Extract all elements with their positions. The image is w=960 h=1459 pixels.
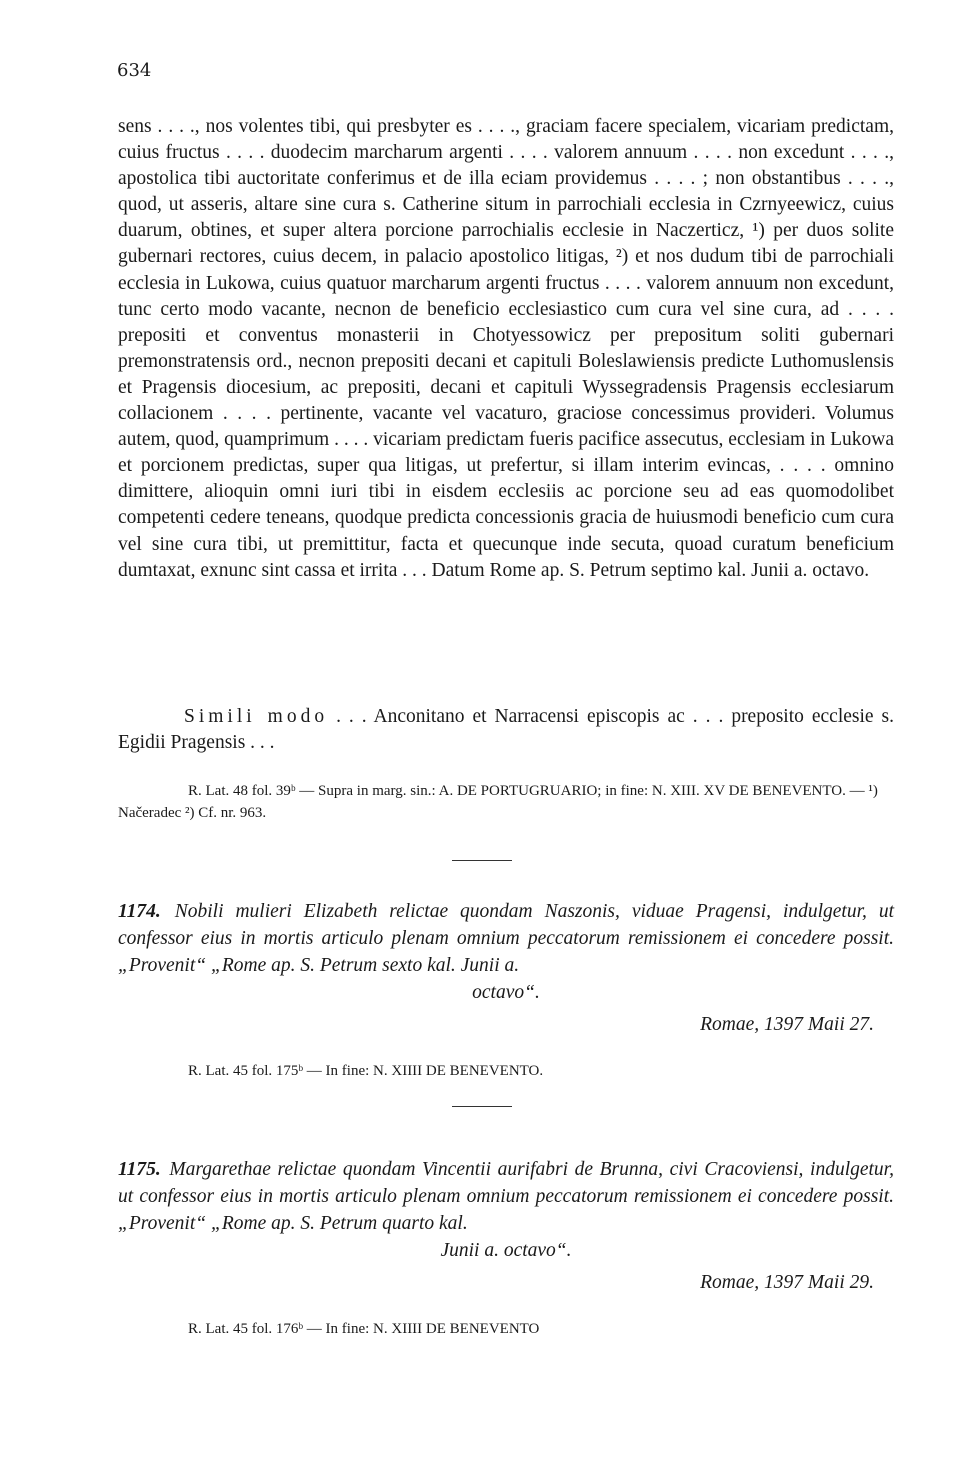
entry-date: Romae, 1397 Maii 29. [700,1272,874,1293]
similiter-paragraph [118,704,894,756]
similiter-heading: Simili modo [184,706,329,727]
page-number: 634 [117,60,152,81]
entry-summary: Nobili mulieri Elizabeth relictae quondam Naszonis, viduae Pragensi, indulgetur, ut confessor eius in mortis articulo plenam omnium peccatorum remissionem ei concedere possit. „Provenit“ „Rome ap. S. Petrum sexto kal. Junii a. [118,901,895,976]
entry-number: 1175. [118,1159,161,1180]
entry-number: 1174. [118,901,161,922]
section-divider [452,860,512,861]
section-divider [452,1106,512,1107]
entry-date: Romae, 1397 Maii 27. [700,1014,874,1035]
entry-1175 [118,1156,894,1264]
main-paragraph: sens . . . ., nos volentes tibi, qui presbyter es . . . ., graciam facere specialem, vicariam predictam, cuius fructus . . . . duodecim marcharum argenti . . . . valorem annuum . . . . non excedunt . . . ., apostolica tibi auctoritate conferimus et de illa eciam providemus . . . . ; non obstantibus . . . ., quod, ut asseris, altare sine cura s. Catherine situm in parrochiali ecclesia in Czrnyeewicz, cuius duarum, obtines, et super altera porcione parrochialis ecclesie in Naczerticz, ¹) per duos solite gubernari rectores, cuius decem, in palacio apostolico litigas, ²) et nos dudum tibi de parrochiali ecclesia in Lukowa, cuius quatuor marcharum argenti fructus . . . . valorem annuum non excedunt, tunc certo modo vacante, necnon de beneficio ecclesiastico cum cura vel sine cura, ad . . . . prepositi et conventus monasterii in Chotyessowicz per prepositum soliti gubernari premonstratensis ord., necnon prepositi decani et capituli Boleslawiensis predicte Luthomuslensis et Pragensis diocesium, ac prepositi, decani et capituli Wyssegradensis Pragensis ecclesiarum collacionem . . . . pertinente, vacante vel vacaturo, graciose concessimus provideri. Volumus autem, quod, quamprimum . . . . vicariam predictam fueris pacifice assecutus, ecclesiam in Lukowa et porcionem predictas, super qua litigas, ut prefertur, si illam interim evincas, . . . . omnino dimittere, alioquin omni iuri tibi in eisdem ecclesiis ac porcione seu ad eas quomodolibet competenti cedere teneans, quodque predicta concessionis gracia de huiusmodi beneficio cum cura vel sine cura tibi, ut premittitur, facta et quecunque inde secuta, quoad curatum beneficium dumtaxat, exnunc sint cassa et irrita . . . Datum Rome ap. S. Petrum septimo kal. Junii a. octavo. [118,116,894,581]
entry-summary: Margarethae relictae quondam Vincentii aurifabri de Brunna, civi Cracoviensi, indulgetur, ut confessor eius in mortis articulo plenam omnium peccatorum remissionem ei concedere possit. „Provenit“ „Rome ap. S. Petrum quarto kal. [118,1159,894,1234]
footnote-register-1174: R. Lat. 45 fol. 175ᵇ — In fine: N. XIIII DE BENEVENTO. [188,1063,544,1079]
entry-summary-end: octavo“. [472,982,540,1003]
footnote-register-1173: R. Lat. 48 fol. 39ᵇ — Supra in marg. sin.: A. DE PORTUGRUARIO; in fine: N. XIII. XV DE BENEVENTO. — ¹) Načeradec ²) Cf. nr. 963. [118,783,878,821]
footnote-register-1175: R. Lat. 45 fol. 176ᵇ — In fine: N. XIIII DE BENEVENTO [188,1321,540,1337]
entry-summary-end: Junii a. octavo“. [440,1240,572,1261]
entry-1174 [118,898,894,1006]
similiter-text: . . . Anconitano et Narracensi episcopis ac . . . preposito ecclesie s. Egidii Pragensis . . . [118,706,894,754]
